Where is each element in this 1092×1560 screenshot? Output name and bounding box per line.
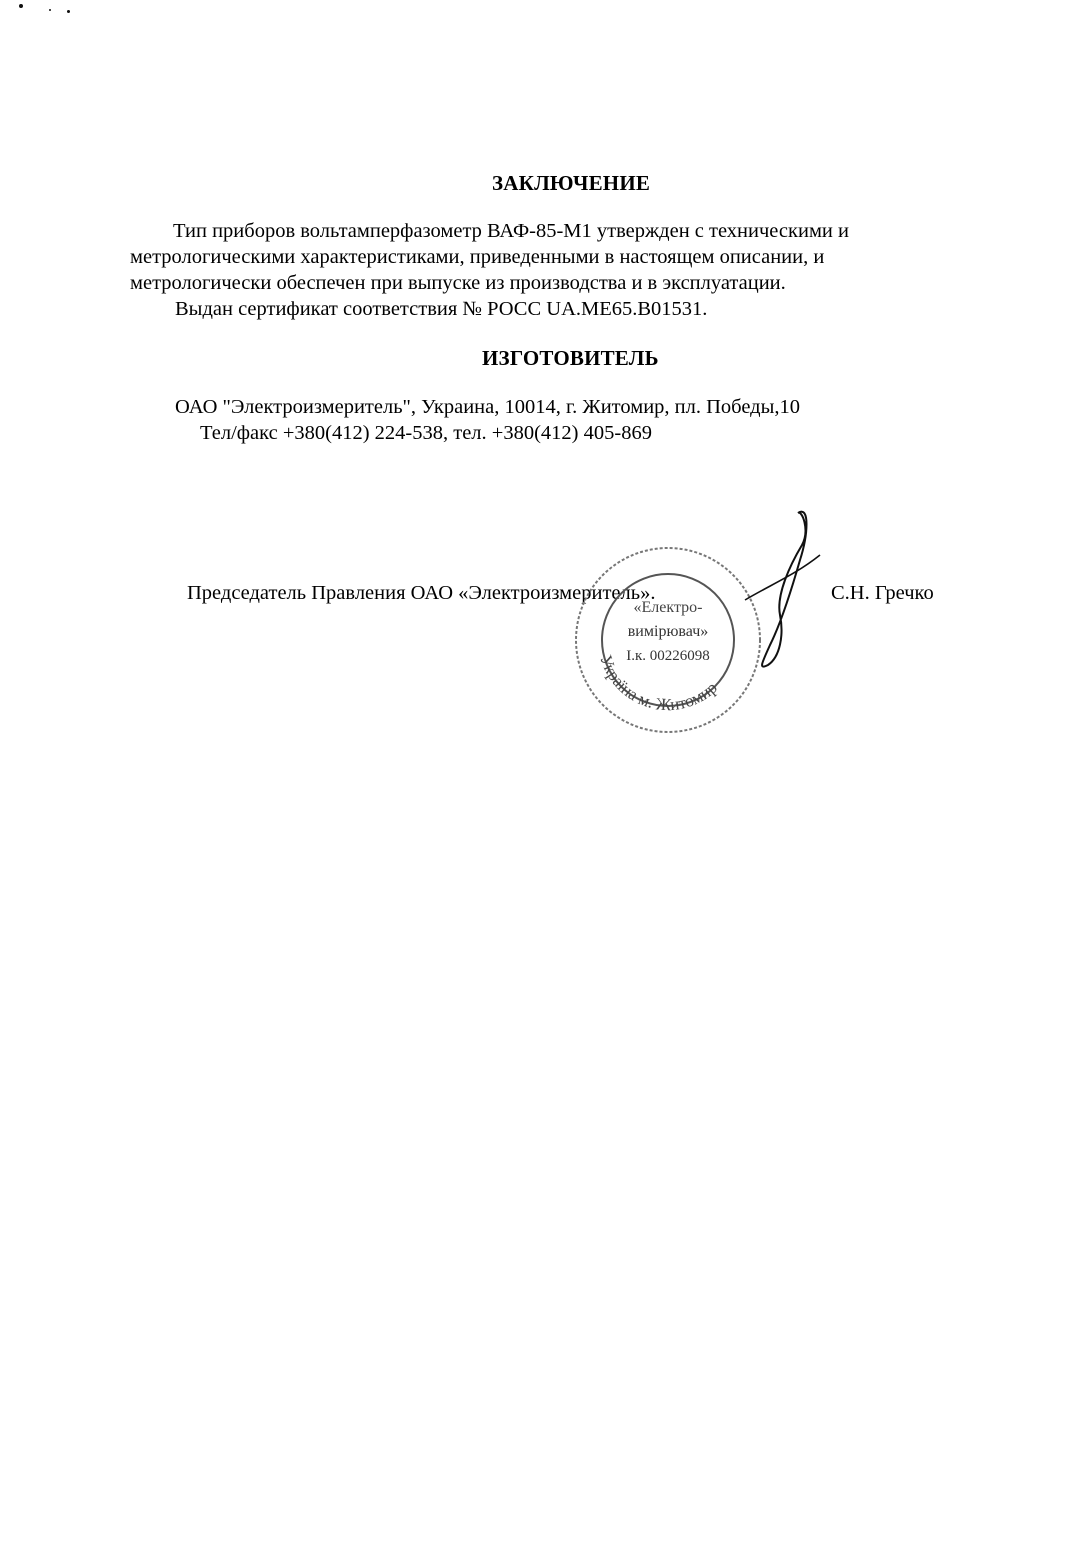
scan-speck bbox=[49, 9, 51, 11]
signatory-position: Председатель Правления ОАО «Электроизмеритель». bbox=[187, 582, 656, 604]
conclusion-line-2: метрологическими характеристиками, приведенными в настоящем описании, и bbox=[130, 246, 825, 268]
manufacturer-heading: ИЗГОТОВИТЕЛЬ bbox=[482, 346, 659, 370]
signatory-name: С.Н. Гречко bbox=[831, 582, 934, 604]
certificate-line: Выдан сертификат соответствия № РОСС UA.ME65.B01531. bbox=[175, 298, 708, 320]
conclusion-line-3: метрологически обеспечен при выпуске из производства и в эксплуатации. bbox=[130, 272, 786, 294]
svg-text:Україна м. Житомир: Україна м. Житомир bbox=[596, 652, 721, 715]
manufacturer-address: ОАО "Электроизмеритель", Украина, 10014, г. Житомир, пл. Победы,10 bbox=[175, 396, 800, 418]
svg-text:І.к. 00226098: І.к. 00226098 bbox=[626, 648, 710, 664]
svg-text:вимірювач»: вимірювач» bbox=[627, 623, 709, 640]
scan-speck bbox=[19, 4, 23, 8]
company-stamp-icon bbox=[568, 540, 768, 740]
signature-icon bbox=[740, 505, 830, 675]
conclusion-line-1: Тип приборов вольтамперфазометр ВАФ-85-М1 утвержден с техническими и bbox=[173, 220, 849, 242]
manufacturer-phones: Тел/факс +380(412) 224-538, тел. +380(412) 405-869 bbox=[200, 422, 652, 444]
svg-text:«Електро-: «Електро- bbox=[633, 599, 703, 616]
conclusion-heading: ЗАКЛЮЧЕНИЕ bbox=[492, 171, 651, 195]
scan-speck bbox=[67, 10, 70, 13]
